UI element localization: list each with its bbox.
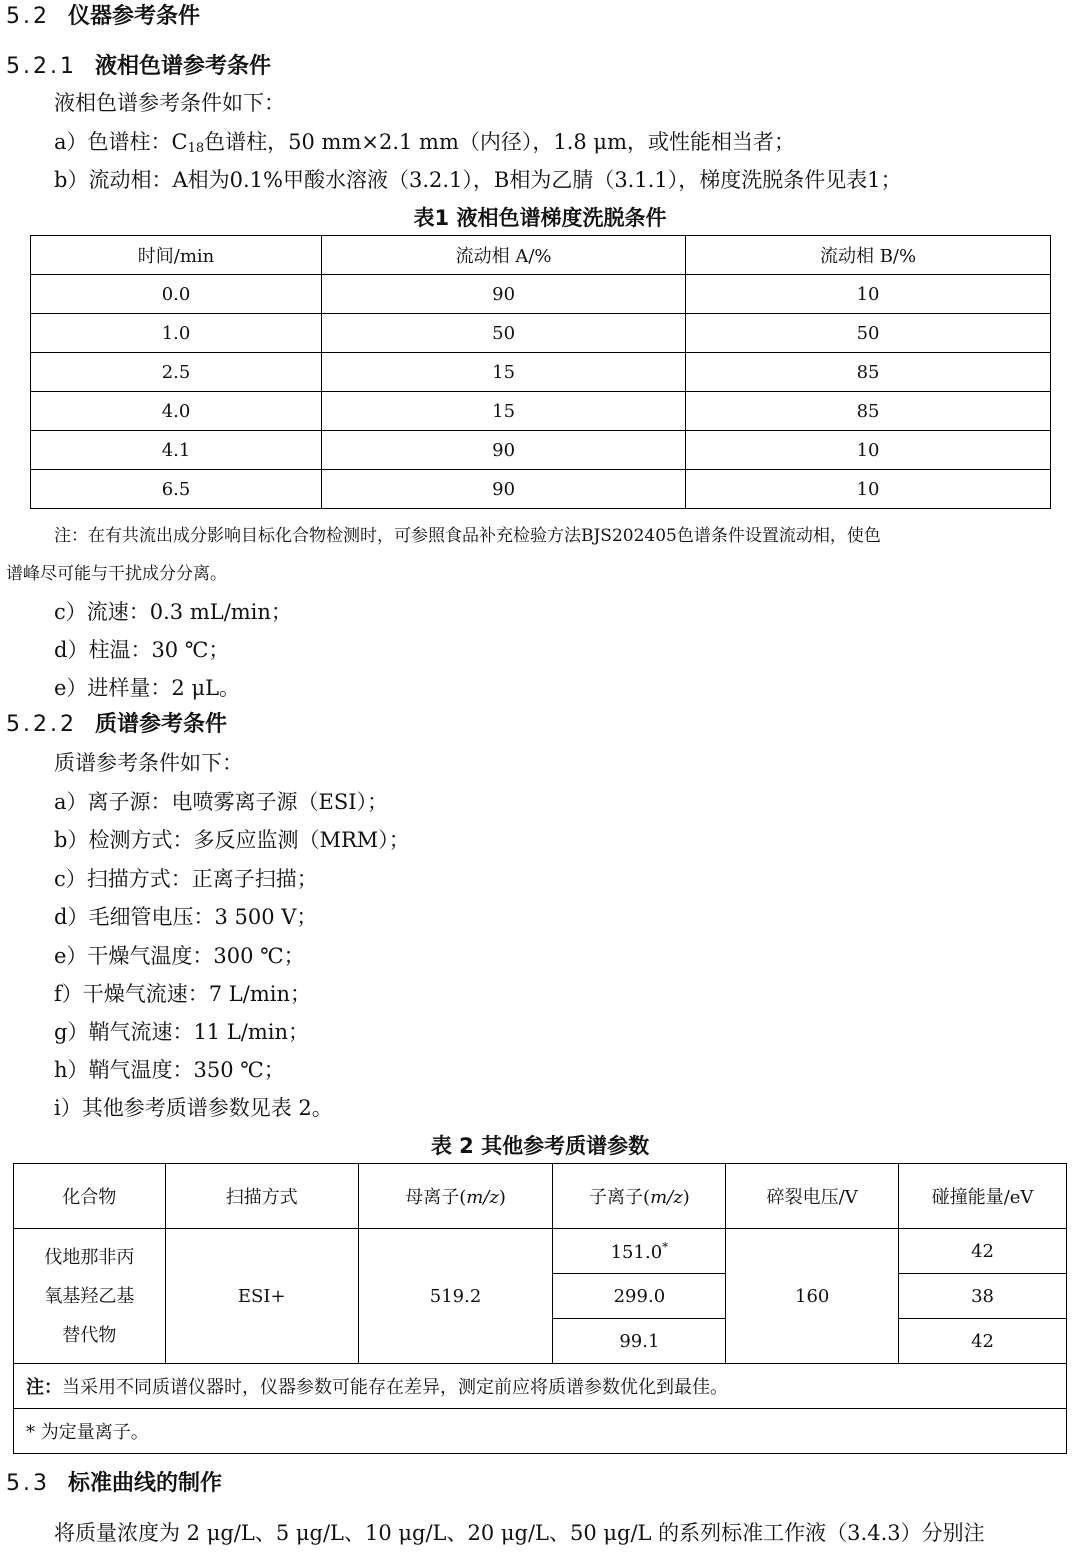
- ms-item: h）鞘气温度：350 ℃；: [54, 1058, 285, 1082]
- section-5-3-heading: 5.3 标准曲线的制作: [6, 1471, 223, 1496]
- table-row: [31, 314, 1051, 353]
- table-row: [31, 392, 1051, 431]
- collision-energy-cell: 42: [899, 1229, 1067, 1274]
- collision-energy-cell: 38: [899, 1274, 1067, 1319]
- ms-item: e）干燥气温度：300 ℃；: [54, 944, 305, 968]
- gradient-table: [30, 235, 1051, 509]
- lc-item-d: d）柱温：30 ℃；: [54, 638, 230, 662]
- ms-item: g）鞘气流速：11 L/min；: [54, 1020, 310, 1044]
- header-parent-ion: 母离子(m/z): [358, 1164, 553, 1229]
- parent-ion-cell: 519.2: [358, 1229, 553, 1364]
- product-ion-cell: 151.0*: [553, 1229, 726, 1274]
- table-cell: 10: [686, 470, 1051, 509]
- ms-item: i）其他参考质谱参数见表 2。: [54, 1096, 333, 1120]
- table-cell: 50: [686, 314, 1051, 353]
- table-cell: 4.1: [31, 431, 322, 470]
- table-cell: 15: [322, 392, 686, 431]
- table-cell: 85: [686, 392, 1051, 431]
- header-collision-energy: 碰撞能量/eV: [899, 1164, 1067, 1229]
- ms-item: b）检测方式：多反应监测（MRM）；: [54, 828, 410, 852]
- compound-cell: 伐地那非丙 氧基羟乙基 替代物: [14, 1229, 166, 1364]
- table-header-cell: 流动相 B/%: [686, 236, 1051, 275]
- table-note-row: [14, 1364, 1067, 1409]
- table-header-row: [14, 1164, 1067, 1229]
- section-5-2-2-heading: 5.2.2 质谱参考条件: [6, 712, 227, 737]
- table-cell: 90: [322, 275, 686, 314]
- header-scan-mode: 扫描方式: [165, 1164, 358, 1229]
- fragmentor-cell: 160: [726, 1229, 899, 1364]
- header-compound: 化合物: [14, 1164, 166, 1229]
- table-row: [31, 353, 1051, 392]
- section-5-2-heading: 5.2 仪器参考条件: [6, 4, 201, 29]
- table2-caption: 表 2 其他参考质谱参数: [430, 1134, 650, 1158]
- lc-item-a: a）色谱柱：$C_{18}$色谱柱，50 mm×2.1 mm（内径），1.8 μm，或性能相当者；: [54, 130, 795, 156]
- table-footnote-row: [14, 1409, 1067, 1454]
- table-footnote: * 为定量离子。: [14, 1409, 1067, 1454]
- lc-note-line2: 谱峰尽可能与干扰成分分离。: [6, 564, 227, 584]
- scan-mode-cell: ESI+: [165, 1229, 358, 1364]
- table-cell: 2.5: [31, 353, 322, 392]
- header-product-ion: 子离子(m/z): [553, 1164, 726, 1229]
- table-cell: 0.0: [31, 275, 322, 314]
- collision-energy-cell: 42: [899, 1319, 1067, 1364]
- lc-intro: 液相色谱参考条件如下：: [54, 91, 285, 115]
- table1-caption: 表1 液相色谱梯度洗脱条件: [413, 206, 667, 230]
- table-header-cell: 时间/min: [31, 236, 322, 275]
- ms-item: f）干燥气流速：7 L/min；: [54, 982, 311, 1006]
- table-cell: 85: [686, 353, 1051, 392]
- table-cell: 10: [686, 431, 1051, 470]
- ms-item: d）毛细管电压：3 500 V；: [54, 905, 318, 929]
- table-row: [31, 275, 1051, 314]
- ms-item: c）扫描方式：正离子扫描；: [54, 867, 318, 891]
- lc-item-c: c）流速：0.3 mL/min；: [54, 600, 292, 624]
- product-ion-cell: 99.1: [553, 1319, 726, 1364]
- standard-curve-text: 将质量浓度为 2 μg/L、5 μg/L、10 μg/L、20 μg/L、50 μg/L 的系列标准工作液（3.4.3）分别注: [54, 1521, 985, 1545]
- table-row: [14, 1229, 1067, 1274]
- table-row: [31, 470, 1051, 509]
- table-cell: 90: [322, 431, 686, 470]
- lc-item-e: e）进样量：2 μL。: [54, 676, 241, 700]
- table-cell: 1.0: [31, 314, 322, 353]
- table-cell: 4.0: [31, 392, 322, 431]
- lc-item-b: b）流动相：A相为0.1%甲酸水溶液（3.2.1），B相为乙腈（3.1.1），梯度洗脱条件见表1；: [54, 168, 902, 192]
- table-row: [31, 431, 1051, 470]
- ms-intro: 质谱参考条件如下：: [54, 751, 243, 775]
- table-cell: 90: [322, 470, 686, 509]
- table-header-cell: 流动相 A/%: [322, 236, 686, 275]
- table-cell: 50: [322, 314, 686, 353]
- header-fragmentor: 碎裂电压/V: [726, 1164, 899, 1229]
- ms-item: a）离子源：电喷雾离子源（ESI）；: [54, 790, 389, 814]
- table-cell: 6.5: [31, 470, 322, 509]
- table-cell: 15: [322, 353, 686, 392]
- table-cell: 10: [686, 275, 1051, 314]
- lc-note-line1: 注：在有共流出成分影响目标化合物检测时，可参照食品补充检验方法BJS202405色谱条件设置流动相，使色: [54, 526, 881, 546]
- ms-parameter-table: [13, 1163, 1067, 1454]
- table-note: 注：当采用不同质谱仪器时，仪器参数可能存在差异，测定前应将质谱参数优化到最佳。: [14, 1364, 1067, 1409]
- product-ion-cell: 299.0: [553, 1274, 726, 1319]
- section-5-2-1-heading: 5.2.1 液相色谱参考条件: [6, 54, 271, 79]
- table-header-row: [31, 236, 1051, 275]
